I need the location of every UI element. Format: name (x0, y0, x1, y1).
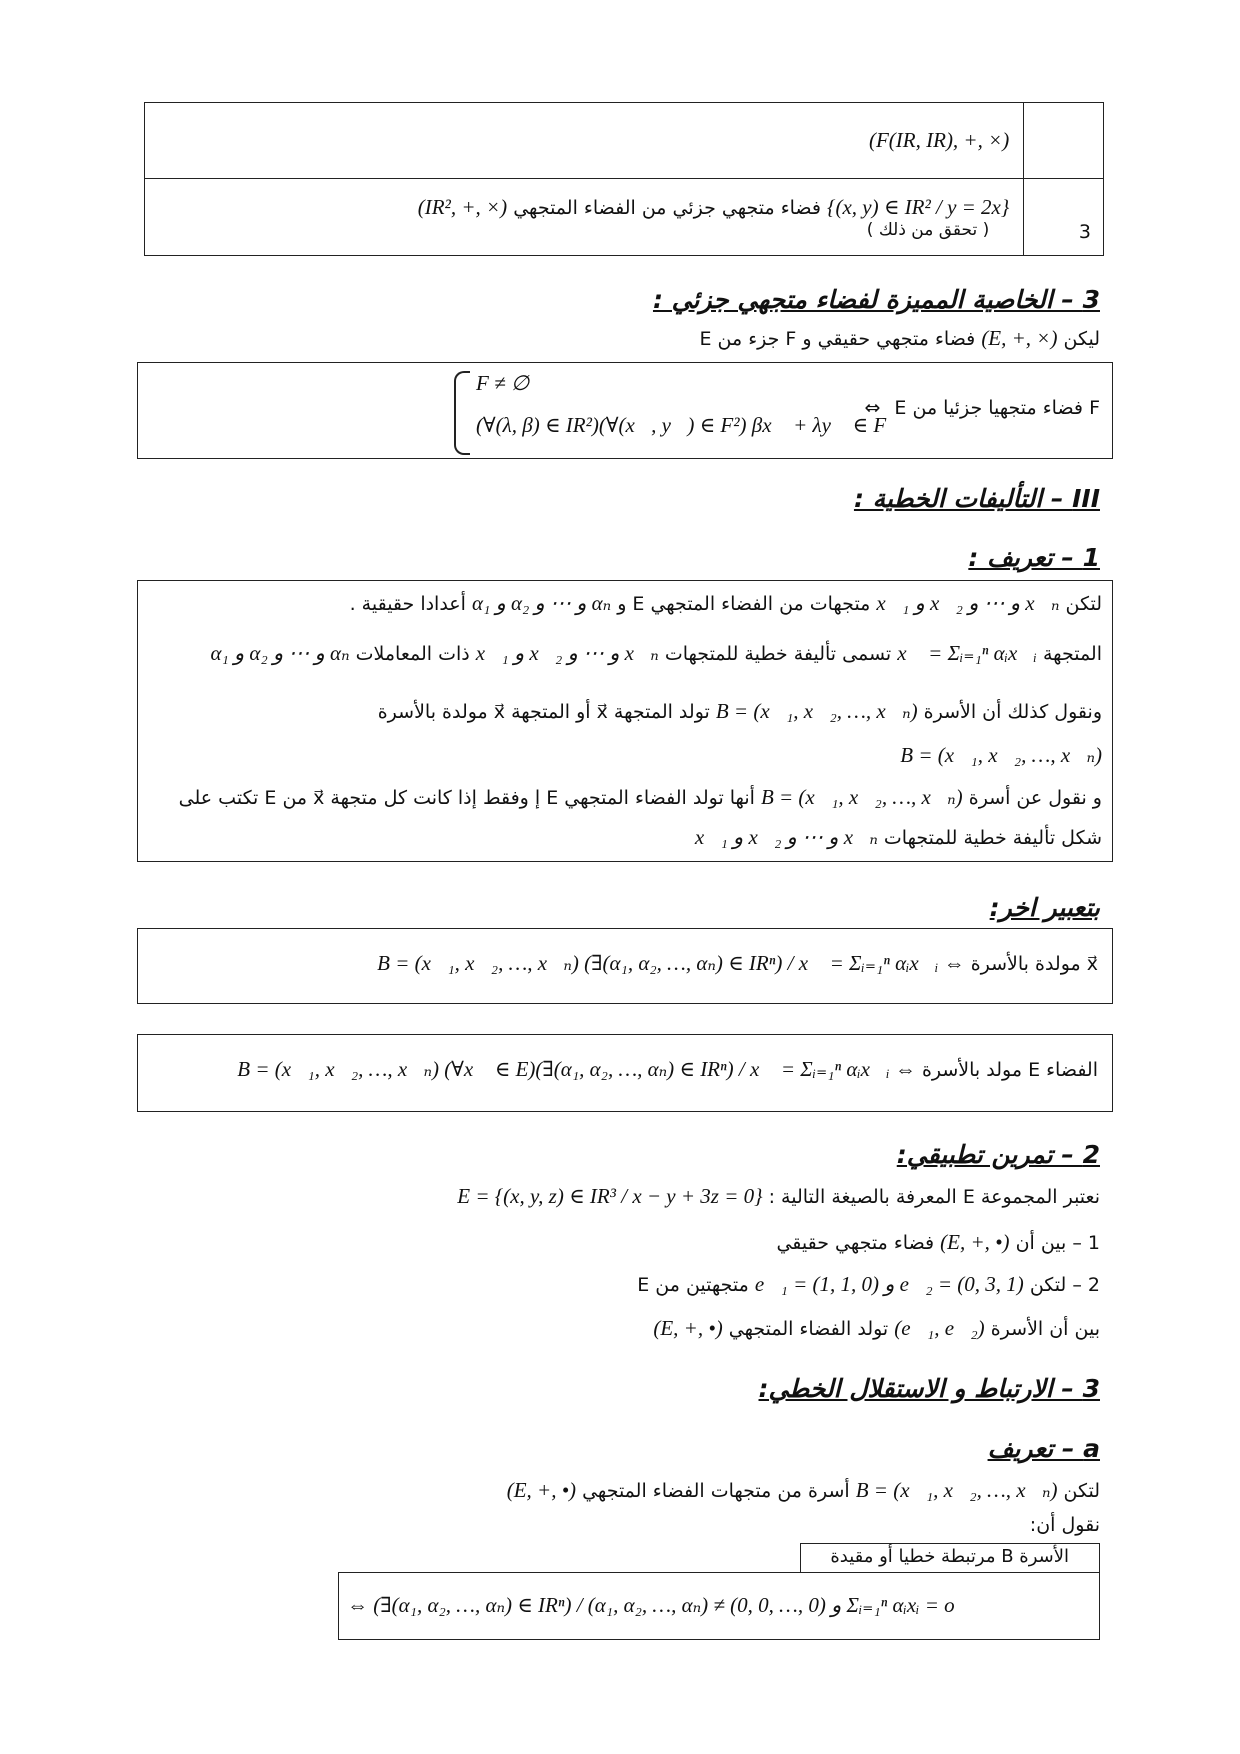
generated-space-box (137, 1034, 1113, 1112)
generated-vector-box (137, 928, 1113, 1004)
generated-vector-text: x⃗ مولدة بالأسرة (970, 953, 1098, 975)
def-line3: ونقول كذلك أن الأسرة B = (x⃗₁, x⃗₂, …, x⃗ₙ) تولد المتجهة x⃗ أو المتجهة x⃗ مولدة بالأسرة (377, 699, 1102, 723)
subspace-text: فضاء متجهي جزئي من الفضاء المتجهي (513, 196, 821, 219)
def-line6: شكل تأليفة خطية للمتجهات x⃗₁ و x⃗₂ و ⋯ و x⃗ₙ (694, 825, 1102, 849)
section3-intro: ليكن (E, +, ×) فضاء متجهي حقيقي و F جزء من E (699, 326, 1100, 350)
def-line5: و نقول عن أسرة B = (x⃗₁, x⃗₂, …, x⃗ₙ) أنها تولد الفضاء المتجهي E إ وفقط إذا كانت كل متجهة x⃗ من E تكتب على (178, 785, 1102, 809)
condition-closure: (∀(λ, β) ∈ IR²)(∀(x⃗, y⃗) ∈ F²) βx⃗ + λy⃗ ∈ F (476, 413, 887, 437)
section3-heading: 3 – الخاصية المميزة لفضاء متجهي جزئي : (652, 285, 1100, 314)
dependence-line1: لتكن B = (x⃗₁, x⃗₂, …, x⃗ₙ) أسرة من متجهات الفضاء المتجهي (E, +, •) (506, 1478, 1100, 1502)
def-line4: B = (x⃗₁, x⃗₂, …, x⃗ₙ) (900, 743, 1102, 767)
dependence-heading: 3 – الارتباط و الاستقلال الخطي: (758, 1374, 1100, 1403)
generated-space-text: الفضاء E مولد بالأسرة (921, 1059, 1098, 1081)
system-brace (454, 371, 470, 455)
definition1-box (137, 580, 1113, 862)
dependence-box (338, 1572, 1100, 1640)
exercise-line4: بين أن الأسرة (e⃗₁, e⃗₂) تولد الفضاء المتجهي (E, +, •) (653, 1316, 1100, 1340)
top-table (144, 102, 1104, 256)
def-line2: المتجهة x⃗ = Σᵢ₌₁ⁿ αᵢx⃗ᵢ تسمى تأليفة خطية للمتجهات x⃗₁ و x⃗₂ و ⋯ و x⃗ₙ ذات المعاملات α₁ و α₂ و ⋯ و αₙ (210, 641, 1102, 665)
top-table-row2-content (145, 179, 1024, 256)
generated-vector-formula: B = (x⃗₁, x⃗₂, …, x⃗ₙ) (∃(α₁, α₂, …, αₙ) ∈ IRⁿ) / x⃗ = Σᵢ₌₁ⁿ αᵢx⃗ᵢ ⇔ (377, 951, 965, 975)
other-expression-heading: بتعبير اخر: (989, 893, 1100, 922)
top-table-row1-num (1024, 103, 1104, 179)
subspace-set-formula: {(x, y) ∈ IR² / y = 2x} (827, 194, 1010, 219)
dependence-tag: الأسرة B مرتبطة خطيا أو مقيدة (800, 1543, 1100, 1573)
exercise-heading: 2 – تمرين تطبيقي: (896, 1140, 1100, 1169)
verify-note: ( تحقق من ذلك ) (866, 219, 990, 240)
r2-space-formula: (IR², +, ×) (417, 194, 508, 219)
exercise-line3: 2 – لتكن e⃗₁ = (1, 1, 0) و e⃗₂ = (0, 3, 1) متجهتين من E (637, 1272, 1100, 1296)
dependence-subheading: a – تعريف (987, 1434, 1100, 1463)
generated-space-formula: B = (x⃗₁, x⃗₂, …, x⃗ₙ) (∀x⃗ ∈ E)(∃(α₁, α₂, …, αₙ) ∈ IRⁿ) / x⃗ = Σᵢ₌₁ⁿ αᵢx⃗ᵢ ⇔ (237, 1057, 916, 1081)
function-space-formula: (F(IR, IR), +, ×) (868, 128, 1010, 152)
exercise-line2: 1 – بين أن (E, +, •) فضاء متجهي حقيقي (776, 1230, 1100, 1254)
section-III-heading: III – التأليفات الخطية : (853, 484, 1100, 513)
dependence-formula: ⇔ (∃(α₁, α₂, …, αₙ) ∈ IRⁿ) / (α₁, α₂, …, αₙ) ≠ (0, 0, …, 0) و Σᵢ₌₁ⁿ αᵢxᵢ = o (347, 1593, 955, 1617)
exercise-line1: نعتبر المجموعة E المعرفة بالصيغة التالية : E = {(x, y, z) ∈ IR³ / x − y + 3z = 0} (457, 1184, 1100, 1208)
top-table-row2-num: 3 (1024, 179, 1104, 256)
definition1-heading: 1 – تعريف : (968, 543, 1100, 572)
dependence-line2: نقول أن: (1029, 1514, 1100, 1536)
def-line1: لتكن x⃗₁ و x⃗₂ و ⋯ و x⃗ₙ متجهات من الفضاء المتجهي E و α₁ و α₂ و ⋯ و αₙ أعدادا حقيقية . (349, 591, 1102, 615)
condition-nonempty: F ≠ ∅ (476, 371, 530, 395)
top-table-row1-content (145, 103, 1024, 179)
characteristic-box (137, 362, 1113, 459)
characteristic-left: F فضاء متجهيا جزئيا من E ⇔ (864, 397, 1100, 419)
